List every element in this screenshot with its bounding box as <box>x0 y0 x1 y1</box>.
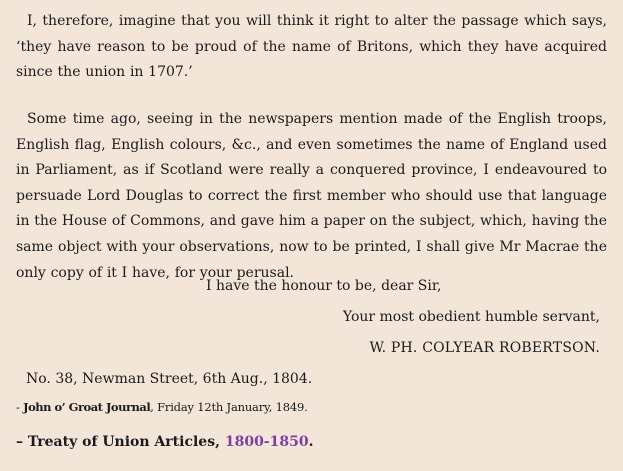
treaty-prefix: – Treaty of Union Articles, <box>16 434 225 450</box>
source-date: , Friday 12th January, 1849. <box>150 400 308 414</box>
treaty-footer <box>16 432 313 452</box>
source-citation <box>16 398 308 416</box>
treaty-suffix: . <box>308 434 314 450</box>
letter-paragraph-1: I, therefore, imagine that you will think it right to alter the passage which says, ‘they have reason to be proud of the name of Britons, which they have acquired since the union in 1707.’ <box>16 13 607 81</box>
source-journal-name: John o’ Groat Journal <box>23 400 151 414</box>
letter-signature: W. PH. COLYEAR ROBERTSON. <box>369 340 600 356</box>
letter-address: No. 38, Newman Street, 6th Aug., 1804. <box>26 371 313 387</box>
letter-paragraph-2: Some time ago, seeing in the newspapers mention made of the English troops, English flag, English colours, &c., and even sometimes the name of England used in Parliament, as if Scotland were really a conquered province, I endeavoured to persuade Lord Douglas to correct the first member who should use that language in the House of Commons, and gave him a paper on the subject, which, having the same object with your observations, now to be printed, I shall give Mr Macrae the only copy of it I have, for your perusal. <box>16 111 607 281</box>
treaty-years-link[interactable]: 1800-1850 <box>224 434 309 450</box>
letter-servant-line: Your most obedient humble servant, <box>342 309 600 325</box>
letter-greeting: I have the honour to be, dear Sir, <box>206 278 442 294</box>
source-prefix: - <box>16 400 24 414</box>
